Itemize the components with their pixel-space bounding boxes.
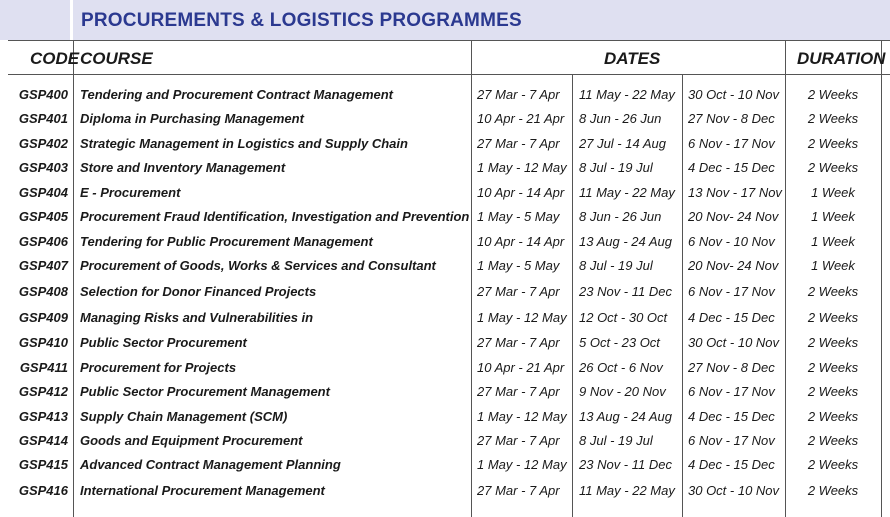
- row-duration: 2 Weeks: [807, 160, 859, 175]
- row-date-1: 10 Apr - 14 Apr: [477, 234, 565, 249]
- table-row: [0, 132, 890, 156]
- table-row: [0, 429, 890, 453]
- table-row: [0, 230, 890, 254]
- row-duration: 1 Week: [811, 185, 855, 200]
- page-title: PROCUREMENTS & LOGISTICS PROGRAMMES: [81, 10, 522, 31]
- row-date-3: 20 Nov- 24 Nov: [688, 258, 779, 273]
- row-duration: 2 Weeks: [807, 335, 859, 350]
- row-course: Public Sector Procurement: [80, 335, 247, 350]
- row-code: GSP413: [18, 409, 68, 424]
- header-top-rule: [8, 40, 890, 41]
- row-date-1: 10 Apr - 21 Apr: [477, 111, 565, 126]
- row-duration: 2 Weeks: [807, 409, 859, 424]
- table-row: [0, 280, 890, 304]
- column-header-duration: DURATION: [797, 49, 886, 68]
- row-date-1: 27 Mar - 7 Apr: [477, 384, 560, 399]
- row-course: Diploma in Purchasing Management: [80, 111, 304, 126]
- row-code: GSP412: [18, 384, 68, 399]
- row-date-3: 4 Dec - 15 Dec: [688, 409, 775, 424]
- row-date-2: 8 Jun - 26 Jun: [579, 111, 662, 126]
- row-date-2: 13 Aug - 24 Aug: [579, 409, 672, 424]
- row-code: GSP403: [18, 160, 68, 175]
- row-date-3: 20 Nov- 24 Nov: [688, 209, 779, 224]
- row-date-1: 10 Apr - 21 Apr: [477, 360, 565, 375]
- row-date-3: 4 Dec - 15 Dec: [688, 457, 775, 472]
- row-duration: 2 Weeks: [807, 111, 859, 126]
- row-duration: 2 Weeks: [807, 433, 859, 448]
- row-date-3: 30 Oct - 10 Nov: [688, 483, 780, 498]
- row-code: GSP407: [18, 258, 68, 273]
- row-code: GSP408: [18, 284, 68, 299]
- row-course: Procurement Fraud Identification, Investigation and Prevention: [80, 209, 470, 224]
- table-row: [0, 107, 890, 131]
- row-date-2: 8 Jul - 19 Jul: [579, 433, 653, 448]
- row-date-1: 1 May - 12 May: [477, 310, 567, 325]
- row-course: Strategic Management in Logistics and Supply Chain: [80, 136, 408, 151]
- column-header-course: COURSE: [80, 49, 153, 68]
- row-date-2: 26 Oct - 6 Nov: [579, 360, 663, 375]
- row-code: GSP401: [18, 111, 68, 126]
- row-date-2: 11 May - 22 May: [579, 87, 675, 102]
- row-date-1: 27 Mar - 7 Apr: [477, 284, 560, 299]
- table-row: [0, 405, 890, 429]
- row-course: Store and Inventory Management: [80, 160, 286, 175]
- row-date-1: 27 Mar - 7 Apr: [477, 483, 560, 498]
- row-date-3: 6 Nov - 10 Nov: [688, 234, 775, 249]
- row-date-2: 11 May - 22 May: [579, 185, 675, 200]
- row-date-1: 27 Mar - 7 Apr: [477, 335, 560, 350]
- header-bottom-rule: [8, 74, 890, 75]
- row-date-3: 13 Nov - 17 Nov: [688, 185, 782, 200]
- row-course: Advanced Contract Management Planning: [80, 457, 341, 472]
- row-date-2: 27 Jul - 14 Aug: [579, 136, 666, 151]
- row-date-1: 1 May - 5 May: [477, 258, 560, 273]
- row-duration: 2 Weeks: [807, 87, 859, 102]
- row-course: Supply Chain Management (SCM): [80, 409, 288, 424]
- row-duration: 1 Week: [811, 209, 855, 224]
- row-date-3: 6 Nov - 17 Nov: [688, 433, 775, 448]
- row-date-2: 11 May - 22 May: [579, 483, 675, 498]
- row-date-1: 1 May - 12 May: [477, 457, 567, 472]
- row-duration: 1 Week: [811, 234, 855, 249]
- column-header-dates: DATES: [604, 49, 661, 68]
- row-course: Managing Risks and Vulnerabilities in: [80, 310, 314, 325]
- row-date-2: 8 Jul - 19 Jul: [579, 160, 653, 175]
- row-date-1: 27 Mar - 7 Apr: [477, 87, 560, 102]
- row-date-3: 27 Nov - 8 Dec: [688, 111, 775, 126]
- row-course: Tendering for Public Procurement Management: [80, 234, 373, 249]
- row-date-1: 10 Apr - 14 Apr: [477, 185, 565, 200]
- table-row: [0, 181, 890, 205]
- row-duration: 2 Weeks: [807, 483, 859, 498]
- row-date-3: 6 Nov - 17 Nov: [688, 136, 775, 151]
- row-code: GSP406: [18, 234, 68, 249]
- row-code: GSP405: [18, 209, 68, 224]
- table-row: [0, 479, 890, 503]
- row-code: GSP410: [18, 335, 68, 350]
- column-header-code: CODE: [30, 49, 80, 68]
- row-date-3: 4 Dec - 15 Dec: [688, 160, 775, 175]
- row-code: GSP416: [18, 483, 68, 498]
- row-date-1: 1 May - 5 May: [477, 209, 560, 224]
- row-date-3: 27 Nov - 8 Dec: [688, 360, 775, 375]
- row-course: International Procurement Management: [80, 483, 325, 498]
- row-date-3: 4 Dec - 15 Dec: [688, 310, 775, 325]
- row-code: GSP404: [18, 185, 68, 200]
- row-duration: 2 Weeks: [807, 136, 859, 151]
- table-row: [0, 306, 890, 330]
- table-row: [0, 380, 890, 404]
- table-row: [0, 356, 890, 380]
- row-date-1: 1 May - 12 May: [477, 409, 567, 424]
- row-course: Public Sector Procurement Management: [80, 384, 330, 399]
- row-date-1: 27 Mar - 7 Apr: [477, 136, 560, 151]
- row-code: GSP400: [18, 87, 68, 102]
- row-course: Procurement of Goods, Works & Services and Consultant: [80, 258, 436, 273]
- row-date-2: 13 Aug - 24 Aug: [579, 234, 672, 249]
- row-duration: 2 Weeks: [807, 360, 859, 375]
- row-date-1: 1 May - 12 May: [477, 160, 567, 175]
- row-code: GSP414: [18, 433, 68, 448]
- row-date-3: 30 Oct - 10 Nov: [688, 335, 780, 350]
- row-date-2: 8 Jul - 19 Jul: [579, 258, 653, 273]
- row-duration: 2 Weeks: [807, 310, 859, 325]
- title-bar: [0, 0, 890, 40]
- row-date-1: 27 Mar - 7 Apr: [477, 433, 560, 448]
- title-bar-left-block: [0, 0, 70, 40]
- row-date-3: 30 Oct - 10 Nov: [688, 87, 780, 102]
- row-date-2: 8 Jun - 26 Jun: [579, 209, 662, 224]
- row-date-2: 23 Nov - 11 Dec: [579, 284, 672, 299]
- row-code: GSP415: [18, 457, 68, 472]
- row-date-2: 23 Nov - 11 Dec: [579, 457, 672, 472]
- row-duration: 2 Weeks: [807, 457, 859, 472]
- row-date-3: 6 Nov - 17 Nov: [688, 384, 775, 399]
- row-course: Tendering and Procurement Contract Management: [80, 87, 394, 102]
- row-date-2: 5 Oct - 23 Oct: [579, 335, 660, 350]
- row-code: GSP402: [18, 136, 68, 151]
- row-duration: 2 Weeks: [807, 384, 859, 399]
- row-duration: 2 Weeks: [807, 284, 859, 299]
- row-date-3: 6 Nov - 17 Nov: [688, 284, 775, 299]
- row-date-2: 12 Oct - 30 Oct: [579, 310, 668, 325]
- table-row: [0, 331, 890, 355]
- row-code: GSP411: [19, 360, 68, 375]
- table-row: [0, 254, 890, 278]
- table-row: [0, 83, 890, 107]
- row-course: Goods and Equipment Procurement: [80, 433, 303, 448]
- row-course: E - Procurement: [80, 185, 181, 200]
- row-course: Selection for Donor Financed Projects: [80, 284, 317, 299]
- table-row: [0, 205, 890, 229]
- title-bar-main-block: [73, 0, 890, 40]
- row-course: Procurement for Projects: [80, 360, 237, 375]
- table-row: [0, 156, 890, 180]
- table-row: [0, 453, 890, 477]
- row-duration: 1 Week: [811, 258, 855, 273]
- row-code: GSP409: [18, 310, 68, 325]
- row-date-2: 9 Nov - 20 Nov: [579, 384, 666, 399]
